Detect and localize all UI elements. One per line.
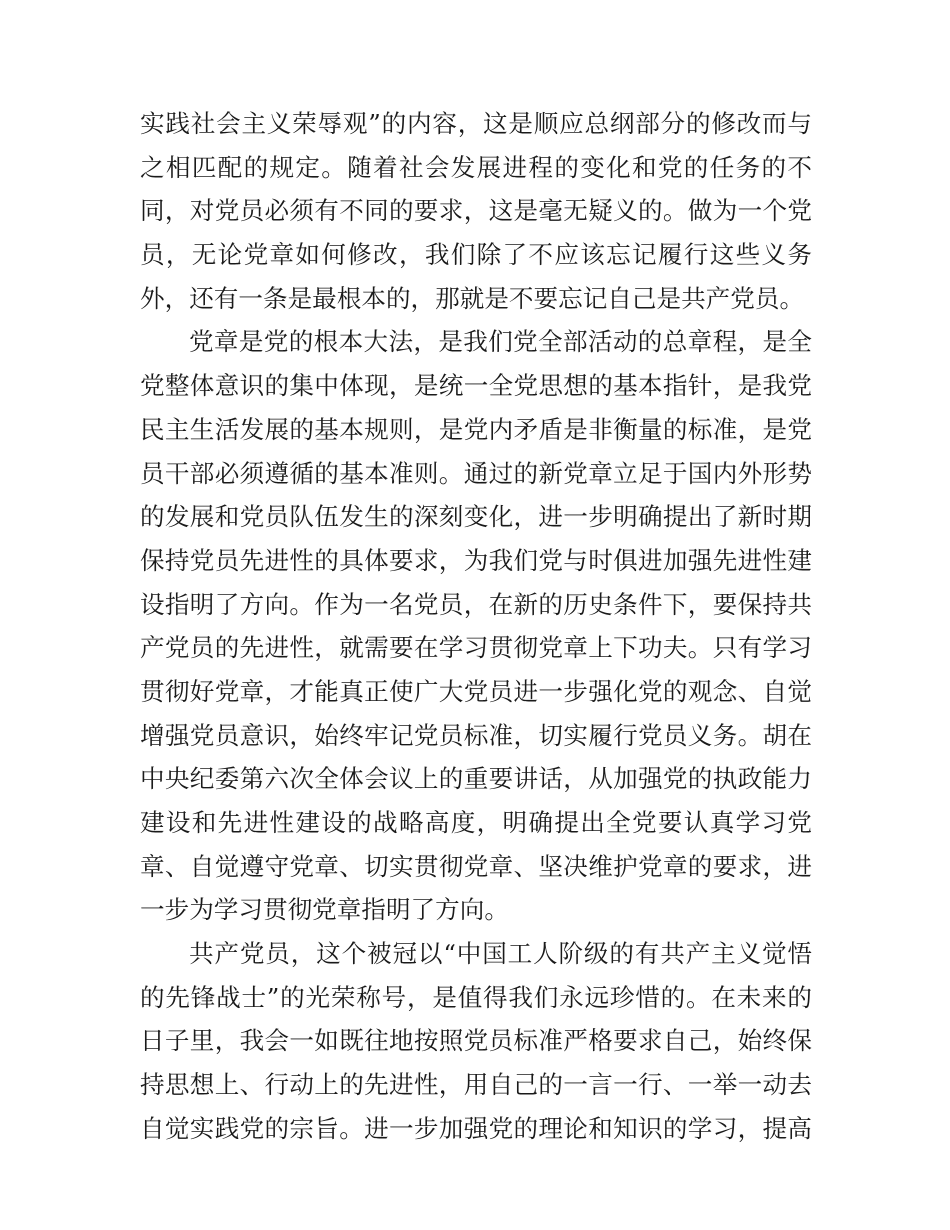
text-line: 自觉实践党的宗旨。进一步加强党的理论和知识的学习，提高	[140, 1113, 812, 1143]
text-line: 一步为学习贯彻党章指明了方向。	[140, 895, 509, 925]
text-line: 增强党员意识，始终牢记党员标准，切实履行党员义务。胡在	[140, 720, 812, 750]
text-line: 之相匹配的规定。随着社会发展进程的变化和党的任务的不	[140, 152, 812, 182]
paragraph-1	[140, 102, 812, 320]
document-page	[140, 102, 812, 1151]
text-line: 党整体意识的集中体现，是统一全党思想的基本指针，是我党	[140, 371, 812, 401]
text-line: 员，无论党章如何修改，我们除了不应该忘记履行这些义务	[140, 240, 812, 270]
paragraph-2	[140, 320, 812, 932]
text-line: 保持党员先进性的具体要求，为我们党与时俱进加强先进性建	[140, 545, 812, 575]
text-line: 贯彻好党章，才能真正使广大党员进一步强化党的观念、自觉	[140, 676, 812, 706]
text-line: 党章是党的根本大法，是我们党全部活动的总章程，是全	[189, 327, 812, 357]
text-line: 持思想上、行动上的先进性，用自己的一言一行、一举一动去	[140, 1070, 812, 1100]
paragraph-3	[140, 932, 812, 1150]
text-line: 实践社会主义荣辱观”的内容，这是顺应总纲部分的修改而与	[140, 109, 812, 138]
text-line: 的先锋战士”的光荣称号，是值得我们永远珍惜的。在未来的	[140, 982, 812, 1012]
text-line: 的发展和党员队伍发生的深刻变化，进一步明确提出了新时期	[140, 502, 812, 532]
text-line: 章、自觉遵守党章、切实贯彻党章、坚决维护党章的要求，进	[140, 851, 812, 881]
text-line: 员干部必须遵循的基本准则。通过的新党章立足于国内外形势	[140, 458, 812, 488]
text-line: 日子里，我会一如既往地按照党员标准严格要求自己，始终保	[140, 1026, 812, 1056]
text-line: 建设和先进性建设的战略高度，明确提出全党要认真学习党	[140, 808, 812, 837]
text-line: 设指明了方向。作为一名党员，在新的历史条件下，要保持共	[140, 589, 812, 619]
text-line: 民主生活发展的基本规则，是党内矛盾是非衡量的标准，是党	[140, 414, 812, 444]
text-line: 产党员的先进性，就需要在学习贯彻党章上下功夫。只有学习	[140, 633, 812, 663]
text-line: 中央纪委第六次全体会议上的重要讲话，从加强党的执政能力	[140, 764, 812, 794]
text-line: 共产党员，这个被冠以“中国工人阶级的有共产主义觉悟	[189, 939, 812, 969]
text-line: 同，对党员必须有不同的要求，这是毫无疑义的。做为一个党	[140, 196, 812, 226]
text-line: 外，还有一条是最根本的，那就是不要忘记自己是共产党员。	[140, 283, 805, 313]
